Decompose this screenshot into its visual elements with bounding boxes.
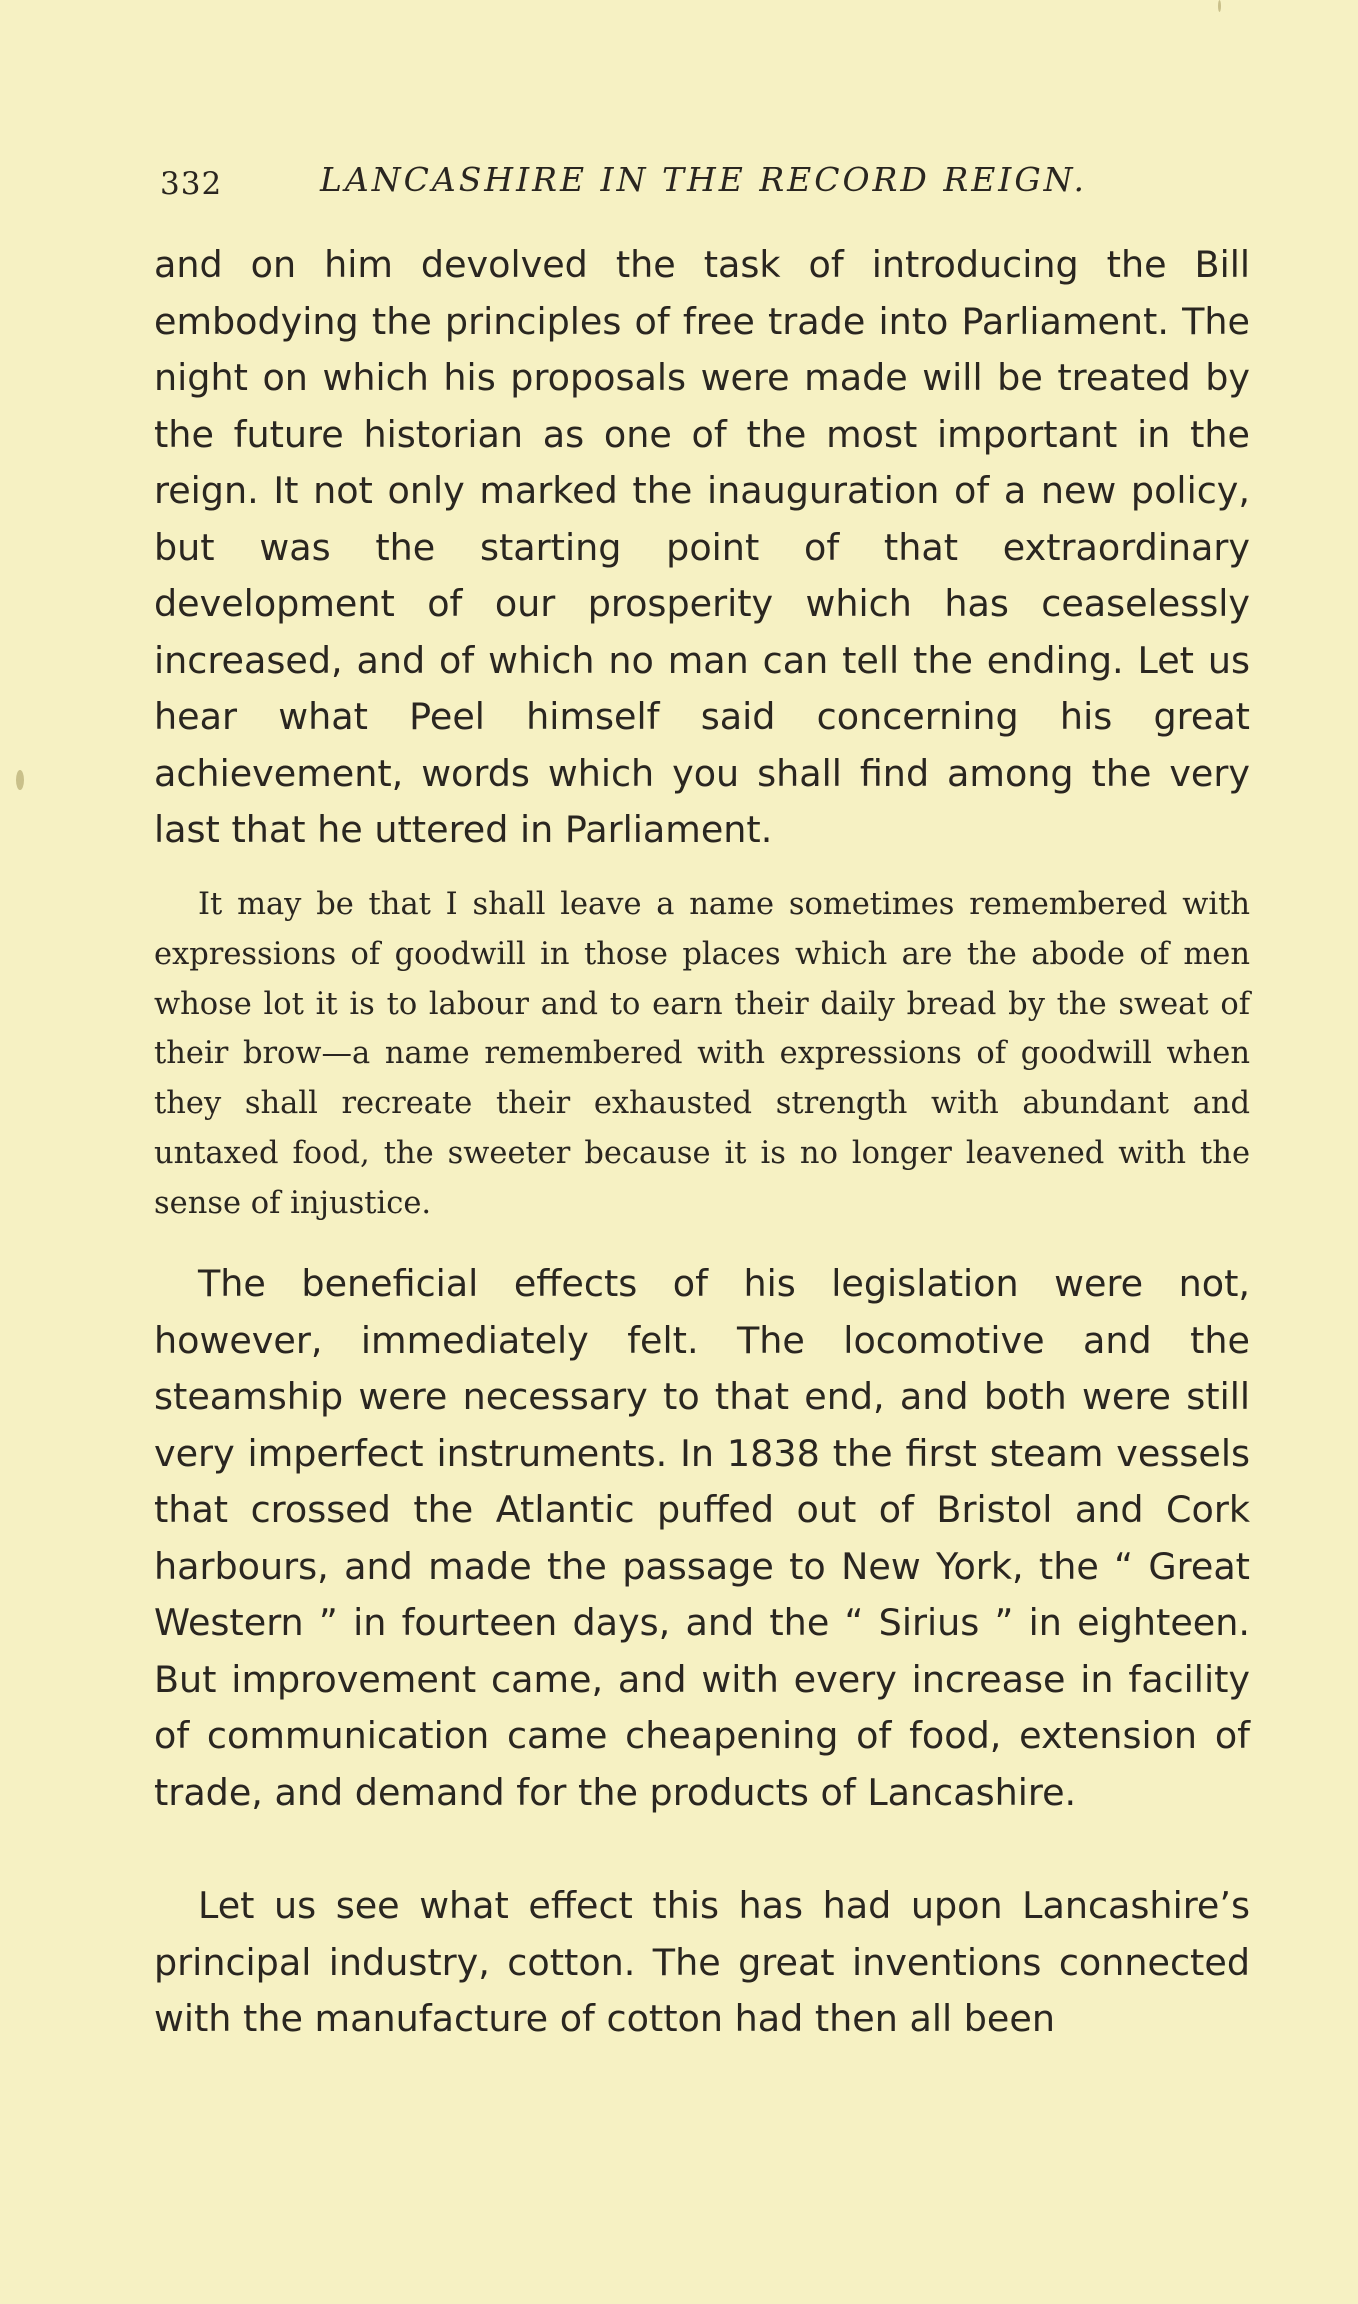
paragraph: The beneficial effects of his legislation were not, however, immediately felt. The locomotive and the steamship were necessary to that end, and both were still very imperfect instruments. In 1838 the first steam vessels that crossed the Atlantic puffed out of Bristol and Cork harbours, and made the passage to New York, the “ Great Western ” in fourteen days, and the “ Sirius ” in eighteen. But improvement came, and with every increase in facility of communication came cheapening of food, extension of trade, and demand for the products of Lancashire. [154, 1262, 1250, 1814]
paper-blemish [16, 770, 24, 790]
page-number: 332 [160, 166, 223, 202]
paragraph: Let us see what effect this has had upon Lancashire’s principal industry, cotton. The great inventions connected with the manufacture of cotton had then all been [154, 1884, 1250, 2040]
running-head [160, 160, 1260, 204]
block-quotation: It may be that I shall leave a name sometimes remembered with expressions of goodwill in those places which are the abode of men whose lot it is to labour and to earn their daily bread by the sweat of their brow—a name remembered with expressions of goodwill when they shall recreate their exhausted strength with abundant and untaxed food, the sweeter because it is no longer leavened with the sense of injustice. [154, 887, 1250, 1221]
running-title: LANCASHIRE IN THE RECORD REIGN. [320, 160, 1087, 199]
paragraph: and on him devolved the task of introducing the Bill embodying the principles of free trade into Parliament. The night on which his proposals were made will be treated by the future historian as one of the most important in the reign. It not only marked the inauguration of a new policy, but was the starting point of that extraordinary development of our prosperity which has ceaselessly increased, and of which no man can tell the ending. Let us hear what Peel himself said concerning his great achievement, words which you shall find among the very last that he uttered in Parliament. [154, 243, 1250, 851]
paper-blemish [1218, 0, 1221, 12]
